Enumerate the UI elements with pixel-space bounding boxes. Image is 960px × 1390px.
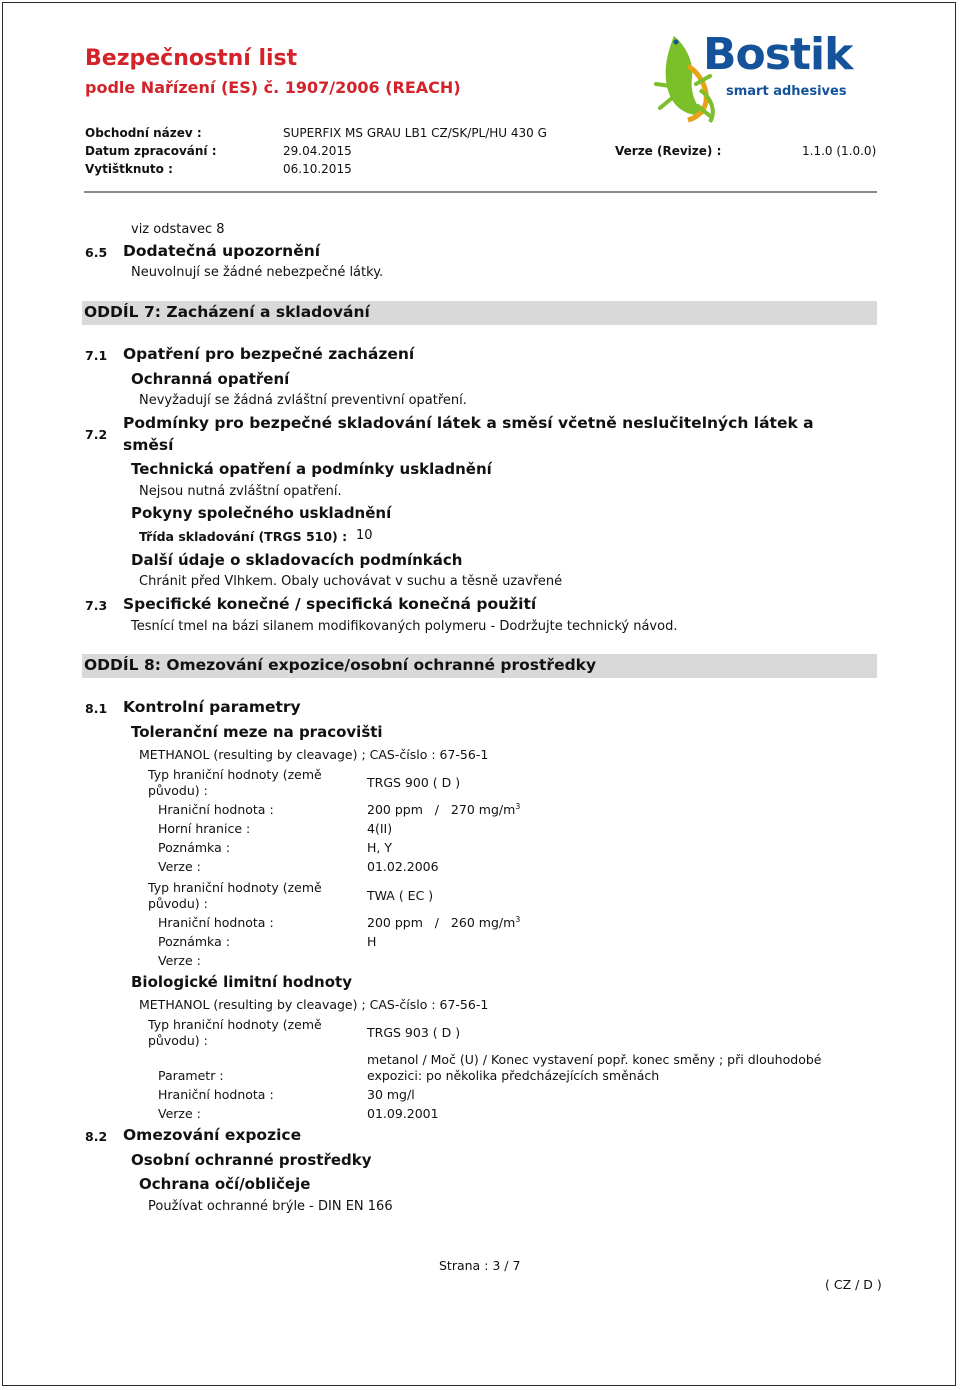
exponent: 3 xyxy=(515,802,521,811)
substance-line: METHANOL (resulting by cleavage) ; CAS-číslo : 67-56-1 xyxy=(139,997,489,1012)
subsection-heading: Biologické limitní hodnoty xyxy=(131,973,352,991)
section-number: 7.1 xyxy=(85,348,108,363)
section-heading-cont: směsí xyxy=(123,436,174,454)
section-heading: Dodatečná upozornění xyxy=(123,242,321,260)
section-text: Používat ochranné brýle - DIN EN 166 xyxy=(148,1199,393,1214)
trade-name-value: SUPERFIX MS GRAU LB1 CZ/SK/PL/HU 430 G xyxy=(283,126,547,140)
subsection-heading: Ochranná opatření xyxy=(131,370,290,388)
field-label: Poznámka : xyxy=(158,934,230,949)
section-text: Chránit před Vlhkem. Obaly uchovávat v suchu a těsně uzavřené xyxy=(139,574,563,589)
field-label: Hraniční hodnota : xyxy=(158,802,274,817)
field-label: Hraniční hodnota : xyxy=(158,1087,274,1102)
field-label: původu) : xyxy=(148,896,208,911)
header-divider xyxy=(84,191,877,193)
storage-class-value: 10 xyxy=(356,528,373,543)
field-value: 01.02.2006 xyxy=(367,859,439,874)
section-number: 6.5 xyxy=(85,245,108,260)
section-number: 8.1 xyxy=(85,701,108,716)
section-title: ODDÍL 7: Zacházení a skladování xyxy=(84,303,370,321)
subsection-heading: Osobní ochranné prostředky xyxy=(131,1151,372,1169)
field-label: Verze : xyxy=(158,953,201,968)
version-value: 1.1.0 (1.0.0) xyxy=(802,144,877,158)
section-bar-7 xyxy=(82,301,877,325)
field-label: Verze : xyxy=(158,859,201,874)
section-number: 7.2 xyxy=(85,427,108,442)
section-title: ODDÍL 8: Omezování expozice/osobní ochranné prostředky xyxy=(84,656,597,674)
field-label: Horní hranice : xyxy=(158,821,251,836)
date-value: 29.04.2015 xyxy=(283,144,352,158)
section-number: 8.2 xyxy=(85,1129,108,1144)
section-text: Nevyžadují se žádná zvláštní preventivní opatření. xyxy=(139,393,467,408)
limit-value: 200 ppm / 270 mg/m xyxy=(367,802,516,818)
field-label: Parametr : xyxy=(158,1068,224,1083)
brand-wordmark: Bostik xyxy=(703,29,853,80)
subsection-heading: Technická opatření a podmínky uskladnění xyxy=(131,460,492,478)
exponent: 3 xyxy=(515,915,521,924)
section-text: Nejsou nutná zvláštní opatření. xyxy=(139,484,342,499)
field-value xyxy=(367,915,520,930)
substance-line: METHANOL (resulting by cleavage) ; CAS-číslo : 67-56-1 xyxy=(139,747,489,762)
subsection-heading: Toleranční meze na pracovišti xyxy=(131,723,383,741)
page-number: Strana : 3 / 7 xyxy=(439,1258,521,1273)
storage-class-label: Třída skladování (TRGS 510) : xyxy=(139,529,348,544)
field-label: Verze : xyxy=(158,1106,201,1121)
field-value: TWA ( EC ) xyxy=(367,888,434,903)
section-heading: Opatření pro bezpečné zacházení xyxy=(123,345,415,363)
date-label: Datum zpracování : xyxy=(85,144,217,158)
brand-tagline: smart adhesives xyxy=(726,84,847,99)
field-value: metanol / Moč (U) / Konec vystavení popř. konec směny ; při dlouhodobé xyxy=(367,1052,822,1067)
field-value: TRGS 903 ( D ) xyxy=(367,1025,461,1040)
section-ref: viz odstavec 8 xyxy=(131,222,225,237)
section-bar-8 xyxy=(82,654,877,678)
field-value: TRGS 900 ( D ) xyxy=(367,775,461,790)
subsection-heading: Další údaje o skladovacích podmínkách xyxy=(131,551,463,569)
section-heading: Specifické konečné / specifická konečná použití xyxy=(123,595,537,613)
section-text: Neuvolnují se žádné nebezpečné látky. xyxy=(131,265,384,280)
field-label: Typ hraniční hodnoty (země xyxy=(148,880,322,895)
trade-name-label: Obchodní název : xyxy=(85,126,202,140)
subsection-heading: Pokyny společného uskladnění xyxy=(131,504,392,522)
section-heading: Omezování expozice xyxy=(123,1126,302,1144)
printed-label: Vytištknuto : xyxy=(85,162,173,176)
version-label: Verze (Revize) : xyxy=(615,144,722,158)
field-value: 01.09.2001 xyxy=(367,1106,439,1121)
field-value: expozici: po několika předcházejících směnách xyxy=(367,1068,660,1083)
field-label: Typ hraniční hodnoty (země xyxy=(148,1017,322,1032)
field-label: Typ hraniční hodnoty (země xyxy=(148,767,322,782)
document-subtitle: podle Nařízení (ES) č. 1907/2006 (REACH) xyxy=(85,78,461,97)
field-label: původu) : xyxy=(148,783,208,798)
locale-code: ( CZ / D ) xyxy=(825,1277,882,1292)
field-label: původu) : xyxy=(148,1033,208,1048)
field-value: 30 mg/l xyxy=(367,1087,415,1102)
field-label: Hraniční hodnota : xyxy=(158,915,274,930)
section-number: 7.3 xyxy=(85,598,108,613)
subsection-heading: Ochrana očí/obličeje xyxy=(139,1175,311,1193)
section-text: Tesnící tmel na bázi silanem modifikovaných polymeru - Dodržujte technický návod. xyxy=(131,619,678,634)
field-value: 4(II) xyxy=(367,821,393,836)
document-title: Bezpečnostní list xyxy=(85,46,298,71)
section-heading: Podmínky pro bezpečné skladování látek a směsí včetně neslučitelných látek a xyxy=(123,414,814,432)
section-heading: Kontrolní parametry xyxy=(123,698,301,716)
limit-value: 200 ppm / 260 mg/m xyxy=(367,915,516,931)
printed-value: 06.10.2015 xyxy=(283,162,352,176)
field-label: Poznámka : xyxy=(158,840,230,855)
field-value xyxy=(367,802,520,817)
field-value: H, Y xyxy=(367,840,392,855)
field-value: H xyxy=(367,934,377,949)
